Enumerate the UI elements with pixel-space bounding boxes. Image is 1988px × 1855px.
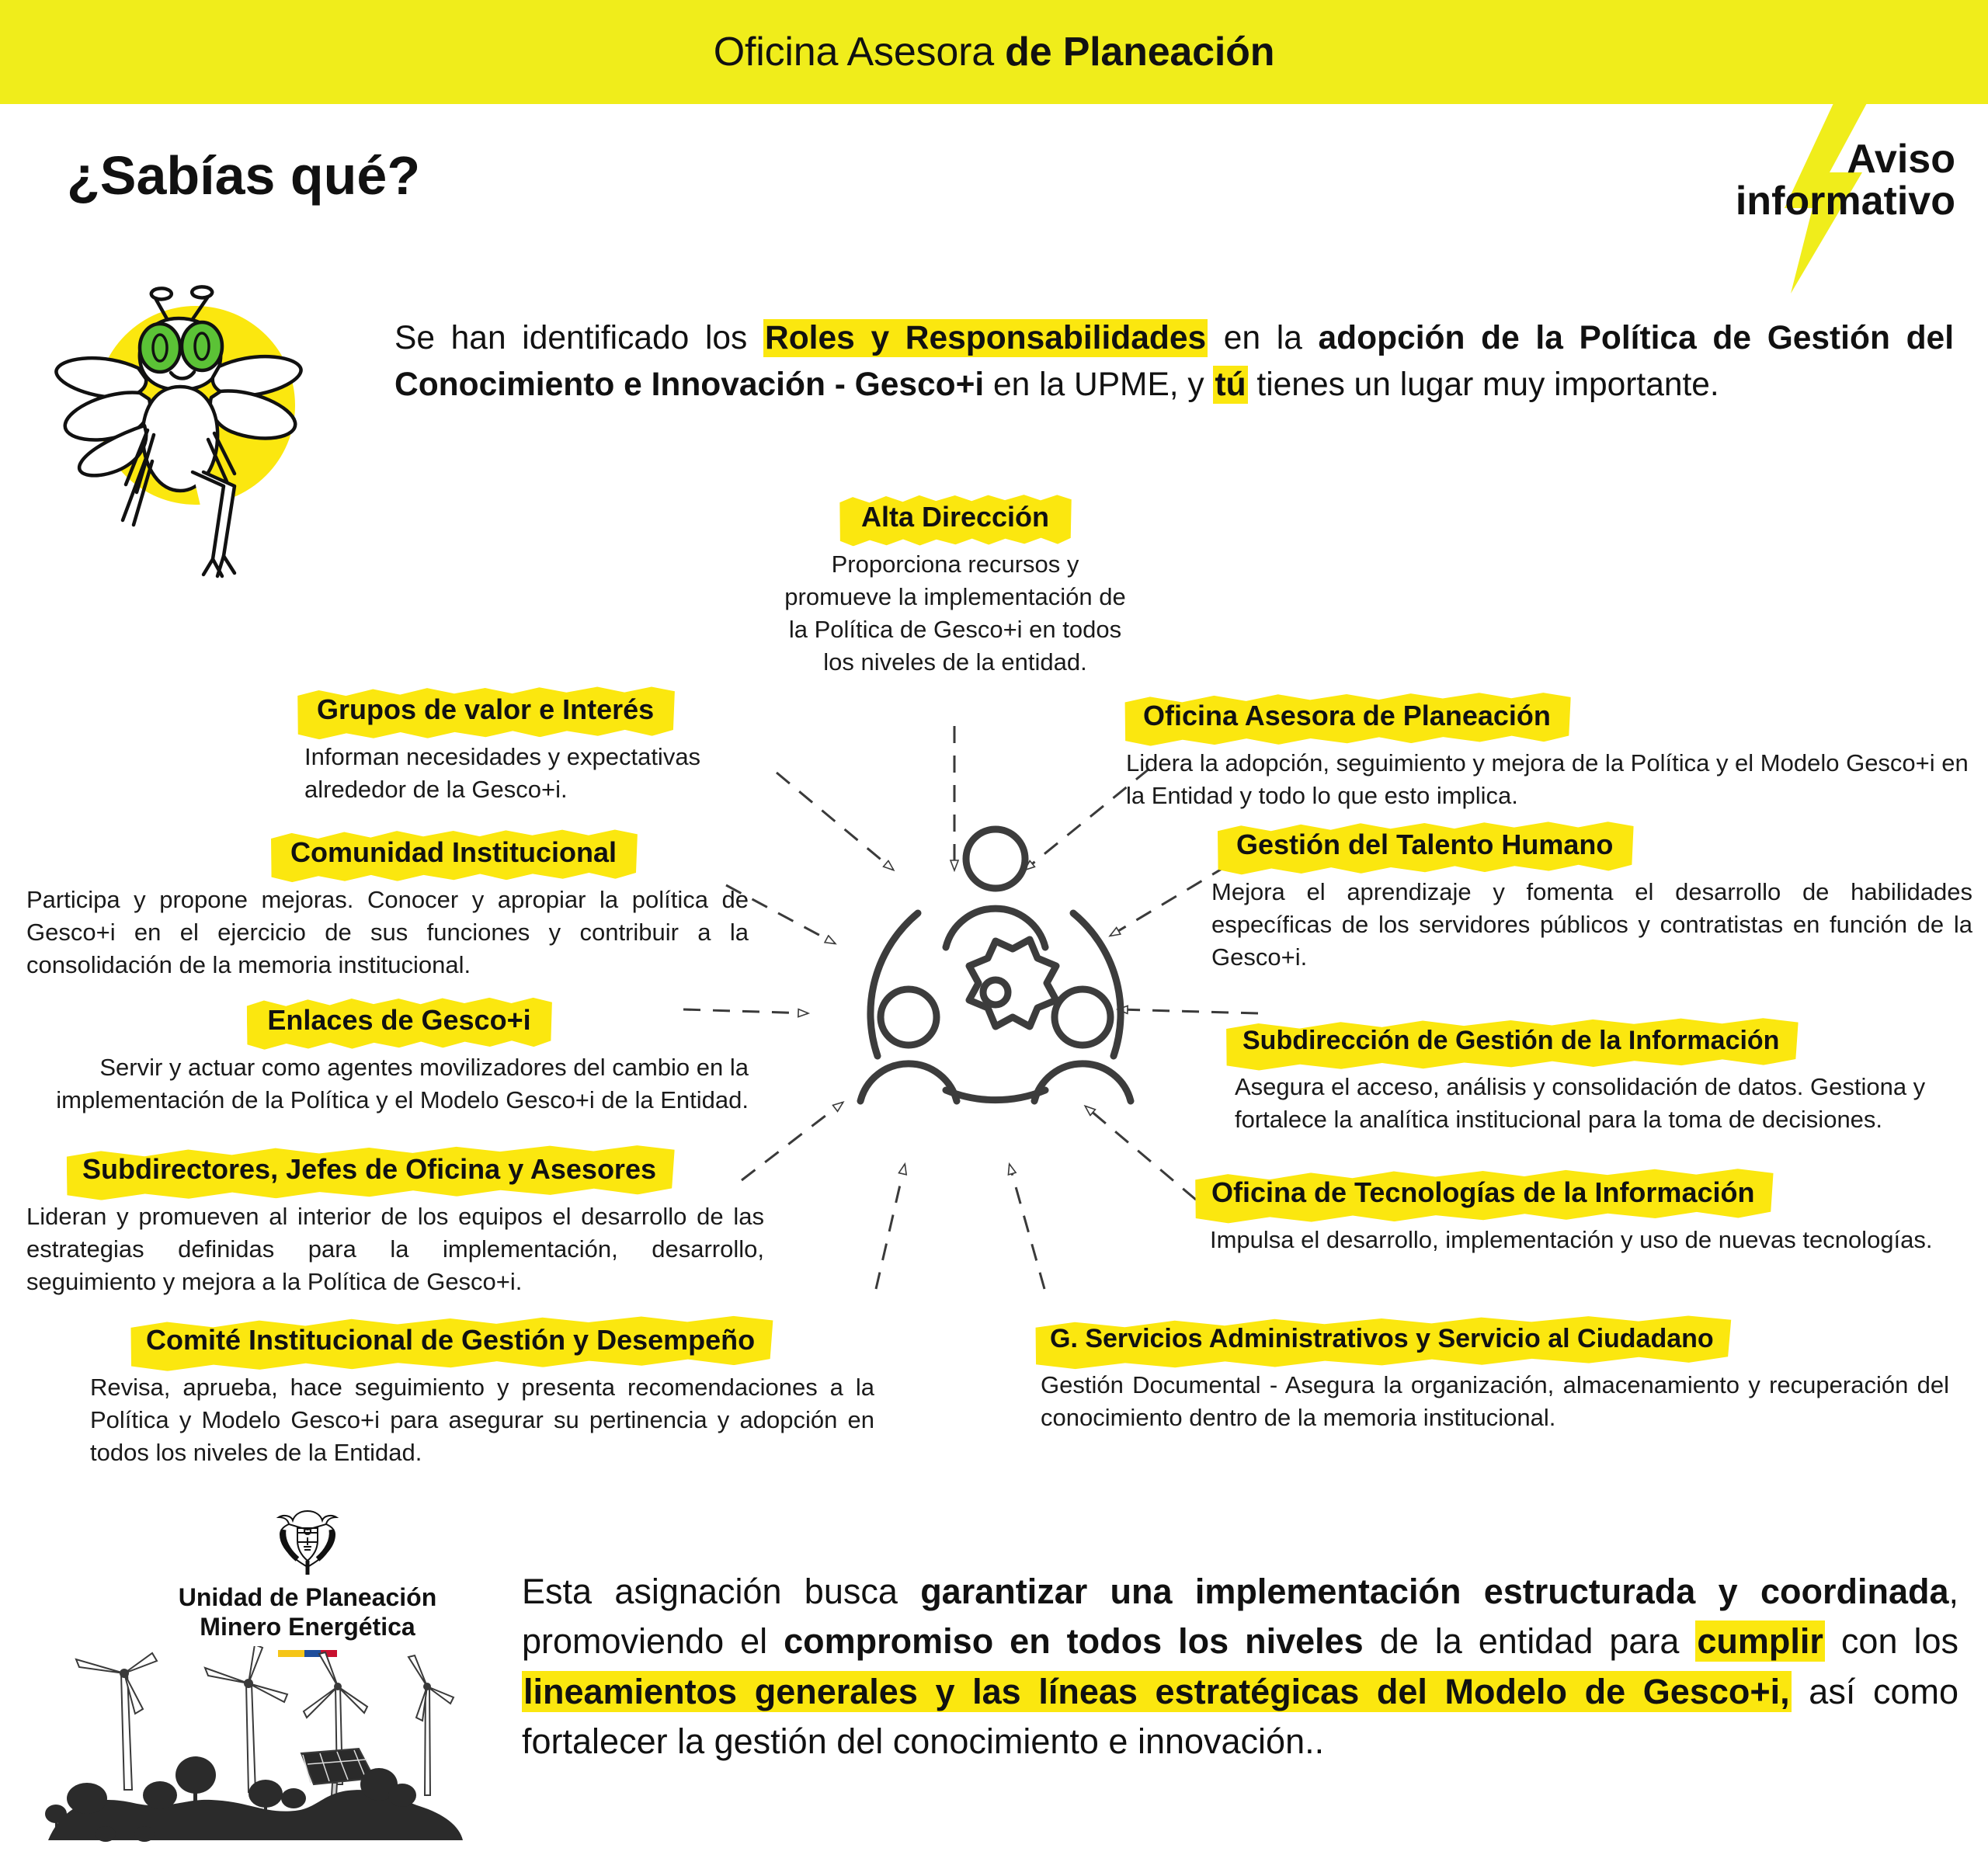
outro-highlight-lineamientos: lineamientos generales y las líneas estratégicas del Modelo de Gesco+i,: [523, 1671, 1790, 1711]
banner-title-regular: Oficina Asesora: [713, 30, 1006, 75]
node-description: Impulsa el desarrollo, implementación y uso de nuevas tecnologías.: [1210, 1226, 1933, 1253]
outro-text-5: así como fortalecer la gestión del conocimiento e innovación..: [522, 1671, 1959, 1762]
node-title: Gestión del Talento Humano: [1219, 825, 1630, 867]
outro-text-1: Esta asignación busca: [522, 1572, 921, 1611]
node-title: Oficina Asesora de Planeación: [1126, 696, 1568, 738]
node-title: Grupos de valor e Interés: [300, 690, 671, 731]
node-title-wrap: [26, 1000, 749, 1042]
node-subdireccion-de-gestion-de-la-informacion: [1225, 1022, 1971, 1136]
outro-text-2: , promoviendo el: [522, 1572, 1958, 1662]
node-alta-direccion: [777, 497, 1134, 679]
node-title-wrap: [75, 1320, 898, 1362]
node-description: Participa y propone mejoras. Conocer y apropiar la política de Gesco+i en el ejercicio de sus funciones y contribuir a la consolidación de la memoria institucional.: [26, 886, 749, 979]
node-title: Oficina de Tecnologías de la Información: [1194, 1172, 1771, 1214]
intro-text-2: en la: [1208, 320, 1319, 356]
node-description: Revisa, aprueba, hace seguimiento y presenta recomendaciones a la Política y Modelo Gesco+i para asegurar su pertinencia y adopción en todos los niveles de la Entidad.: [90, 1374, 874, 1467]
node-comunidad-institucional: [26, 832, 749, 981]
node-title-wrap: [1126, 696, 1972, 738]
intro-text-1: Se han identificado los: [394, 320, 764, 356]
page-title: ¿Sabías qué?: [67, 145, 421, 206]
node-oficina-asesora-de-planeacion: [1126, 696, 1972, 812]
node-description: Mejora el aprendizaje y fomenta el desarrollo de habilidades específicas de los servidores públicos y contratistas en función de la Gesco+i.: [1211, 878, 1972, 971]
intro-bold-policy: adopción de la Política de Gestión del Conocimiento e Innovación - Gesco+i: [394, 320, 1954, 404]
node-description: Asegura el acceso, análisis y consolidación de datos. Gestiona y fortalece la analítica institucional para la toma de decisiones.: [1235, 1073, 1926, 1134]
node-title-wrap: [1033, 1320, 1965, 1360]
node-subdirectores-jefes-de-oficina-y-asesores: [26, 1149, 764, 1298]
upme-logo-line2: Minero Energética: [200, 1612, 415, 1641]
notice-badge-line2: informativo: [1735, 179, 1955, 224]
outro-highlight-cumplir: cumplir: [1697, 1621, 1823, 1662]
upme-logo-text: [152, 1583, 463, 1642]
people-gear-collaboration-icon: [794, 761, 1197, 1242]
colombia-coat-of-arms-icon: [265, 1506, 350, 1575]
node-g-servicios-administrativos-y-servicio-al-ciudadano: [1033, 1320, 1965, 1434]
node-description: Servir y actuar como agentes movilizadores del cambio en la implementación de la Política y el Modelo Gesco+i de la Entidad.: [56, 1054, 749, 1114]
mosquito-mascot-icon: [23, 264, 349, 590]
node-description: Informan necesidades y expectativas alrededor de la Gesco+i.: [304, 743, 701, 804]
node-description: Lideran y promueven al interior de los equipos el desarrollo de las estrategias definidas para la implementación, desarrollo, seguimiento y mejora a la Política de Gesco+i.: [26, 1203, 764, 1296]
outro-text-3: de la entidad para: [1363, 1621, 1696, 1662]
intro-paragraph: [394, 315, 1954, 409]
node-title: G. Servicios Administrativos y Servicio al Ciudadano: [1033, 1320, 1731, 1360]
node-description: Gestión Documental - Asegura la organización, almacenamiento y recuperación del conocimiento dentro de la memoria institucional.: [1041, 1371, 1949, 1432]
node-title: Subdirectores, Jefes de Oficina y Asesores: [65, 1149, 673, 1191]
notice-badge-line1: Aviso: [1847, 137, 1955, 182]
outro-paragraph: [522, 1567, 1958, 1766]
intro-highlight-roles: Roles y Responsabilidades: [765, 320, 1207, 356]
node-title: Comité Institucional de Gestión y Desempeño: [129, 1320, 772, 1362]
upme-logo: [152, 1506, 463, 1657]
node-comite-institucional-de-gestion-y-desempeno: [75, 1320, 898, 1469]
outro-bold-2: compromiso en todos los niveles: [784, 1621, 1364, 1662]
node-title-wrap: [300, 690, 797, 731]
node-title-wrap: [26, 1149, 764, 1191]
intro-highlight-tu: tú: [1215, 366, 1246, 404]
wind-turbines-solar-panel-landscape-icon: [16, 1646, 497, 1852]
node-description: Lidera la adopción, seguimiento y mejora de la Política y el Modelo Gesco+i en la Entidad y todo lo que esto implica.: [1126, 749, 1969, 810]
node-description: Proporciona recursos y promueve la implementación de la Política de Gesco+i en todos los niveles de la entidad.: [784, 551, 1126, 676]
node-title-wrap: [777, 497, 1134, 539]
banner-title: [714, 29, 1275, 75]
node-oficina-de-tecnologias-de-la-informacion: [1190, 1172, 1972, 1256]
outro-bold-1: garantizar una implementación estructurada y coordinada: [920, 1572, 1949, 1611]
node-title: Alta Dirección: [844, 497, 1066, 539]
top-banner: [0, 0, 1988, 104]
banner-title-bold: de Planeación: [1005, 30, 1275, 75]
outro-text-4: con los: [1824, 1621, 1958, 1662]
node-enlaces-de-gesco-i: [26, 1000, 749, 1117]
notice-badge: [1736, 138, 1955, 222]
node-title: Comunidad Institucional: [273, 832, 634, 874]
node-title-wrap: [1225, 1022, 1971, 1061]
node-title-wrap: [1190, 1172, 1972, 1214]
intro-text-3: en la UPME, y: [984, 366, 1214, 404]
node-title: Subdirección de Gestión de la Información: [1225, 1022, 1796, 1061]
intro-text-4: tienes un lugar muy importante.: [1247, 366, 1719, 404]
node-title: Enlaces de Gesco+i: [250, 1000, 547, 1042]
upme-logo-line1: Unidad de Planeación: [178, 1583, 437, 1611]
node-gestion-del-talento-humano: [1211, 825, 1972, 974]
node-grupos-de-valor-e-interes: [300, 690, 797, 806]
node-title-wrap: [26, 832, 749, 874]
node-title-wrap: [1211, 825, 1972, 867]
